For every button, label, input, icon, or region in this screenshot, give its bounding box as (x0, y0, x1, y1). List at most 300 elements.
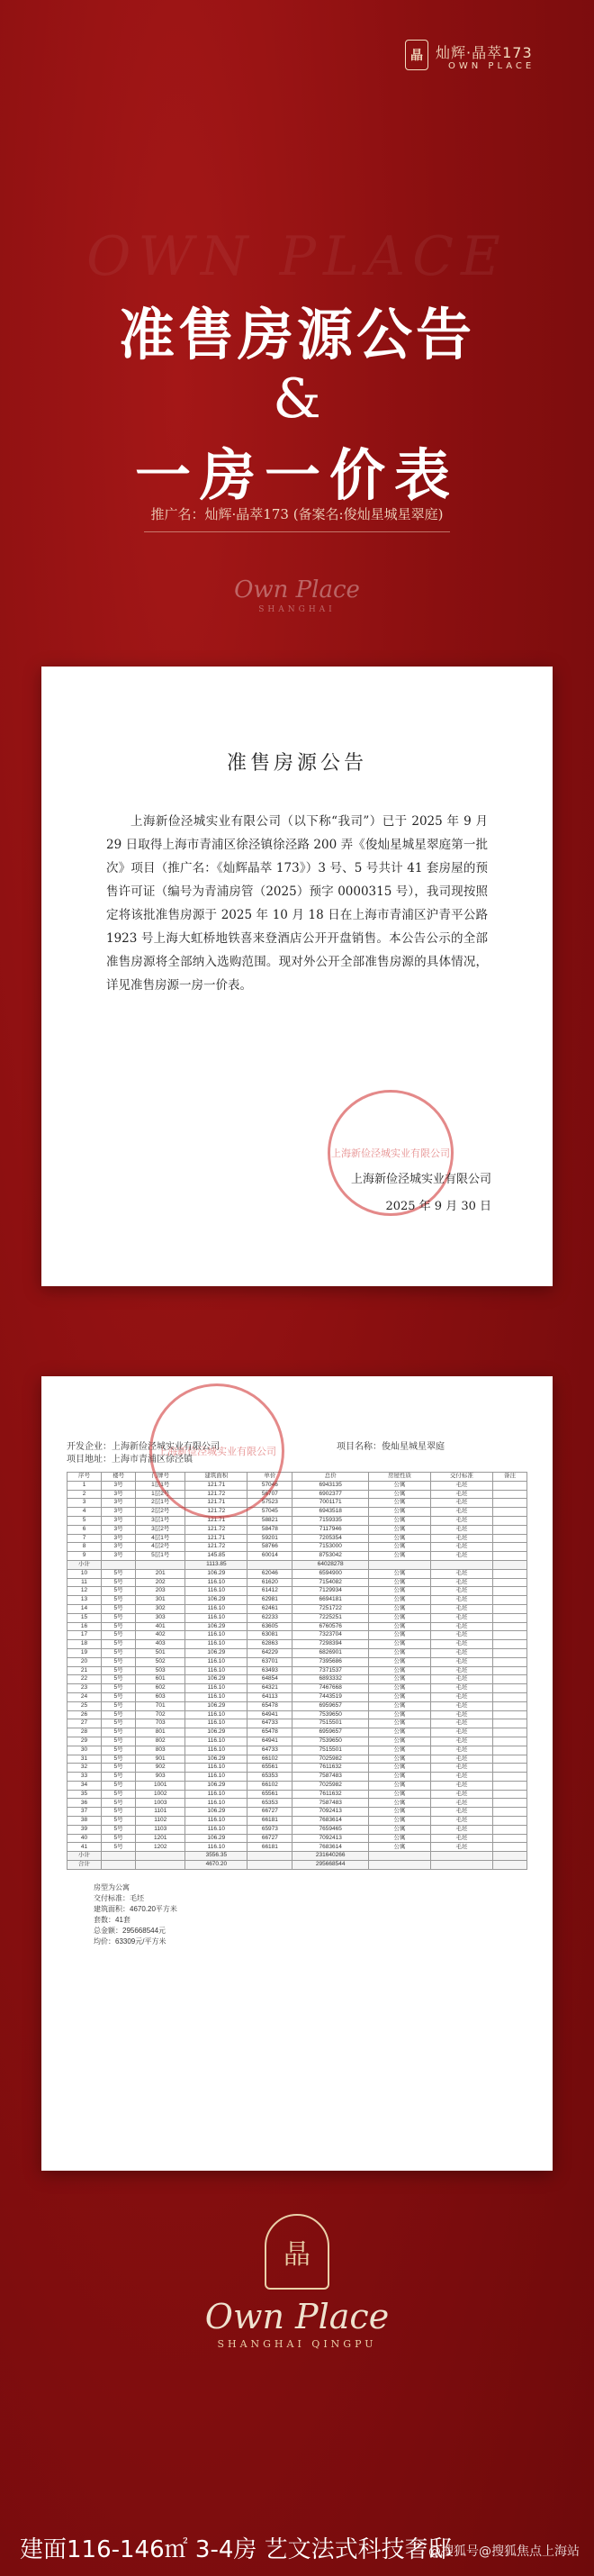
table-cell: 5号 (102, 1746, 136, 1755)
table-cell: 14 (68, 1604, 102, 1613)
notice-company: 上海新俭泾城实业有限公司 (350, 1173, 491, 1186)
bottom-logo (0, 2214, 594, 2350)
table-row (68, 1852, 527, 1861)
table-cell: 116.10 (185, 1604, 248, 1613)
table-row (68, 1843, 527, 1852)
table-cell: 116.10 (185, 1719, 248, 1728)
table-cell: 公寓 (368, 1481, 430, 1490)
table-cell: 57045 (248, 1508, 292, 1517)
table-cell: 302 (136, 1604, 185, 1613)
table-cell: 毛坯 (430, 1499, 492, 1508)
table-cell: 62461 (248, 1604, 292, 1613)
table-cell (492, 1648, 526, 1657)
table-row (68, 1640, 527, 1649)
table-cell: 116.10 (185, 1773, 248, 1782)
notice-body: 上海新俭泾城实业有限公司（以下称“我司”）已于 2025 年 9 月 29 日取得上海市青浦区徐泾镇徐泾路 200 弄《俊灿星城星翠庭第一批次》项目（推广名：《灿辉晶萃 173》）3 号、5 号共计 41 套房屋的预售许可证（编号为青浦房管（2025）预字 0000315 号），我司现按照定将该批准售房源于 2025 年 10 月 18 日在上海市青浦区沪青平公路 1923 号上海大虹桥地铁喜来登酒店公开开盘销售。本公告公示的全部准售房源将全部纳入选购范围。现对外公开全部准售房源的具体情况，详见准售房源一房一价表。 (106, 814, 488, 993)
table-cell: 公寓 (368, 1516, 430, 1525)
table-cell: 106.29 (185, 1622, 248, 1631)
table-row (68, 1781, 527, 1790)
table-cell: 41 (68, 1843, 102, 1852)
table-cell: 57523 (248, 1499, 292, 1508)
table-cell (492, 1657, 526, 1666)
price-table (67, 1472, 527, 1870)
table-cell: 7117946 (292, 1525, 369, 1534)
notice-date: 2025 年 9 月 30 日 (385, 1200, 491, 1213)
table-cell: 5号 (102, 1790, 136, 1799)
price-list-document (41, 1376, 553, 2171)
table-cell: 801 (136, 1728, 185, 1737)
table-cell (368, 1861, 430, 1870)
table-cell: 106.29 (185, 1728, 248, 1737)
table-row (68, 1490, 527, 1499)
table-cell: 7683614 (292, 1817, 369, 1826)
table-cell: 116.10 (185, 1666, 248, 1675)
table-cell: 64113 (248, 1692, 292, 1701)
table-cell: 公寓 (368, 1737, 430, 1746)
table-cell: 401 (136, 1622, 185, 1631)
hero-subline: 推广名：灿辉·晶萃173 (备案名:俊灿星城星翠庭) (150, 506, 444, 522)
table-cell: 1001 (136, 1781, 185, 1790)
table-cell: 106.29 (185, 1781, 248, 1790)
table-cell (492, 1490, 526, 1499)
table-cell: 公寓 (368, 1578, 430, 1587)
table-cell: 201 (136, 1569, 185, 1578)
table-cell: 公寓 (368, 1728, 430, 1737)
table-row (68, 1675, 527, 1684)
table-cell: 7515501 (292, 1746, 369, 1755)
table-cell: 64321 (248, 1684, 292, 1693)
table-cell: 64941 (248, 1737, 292, 1746)
table-cell: 1113.85 (185, 1560, 248, 1569)
table-cell: 32 (68, 1764, 102, 1773)
table-cell (492, 1843, 526, 1852)
table-cell: 116.10 (185, 1657, 248, 1666)
table-cell: 毛坯 (430, 1710, 492, 1719)
table-cell: 1003 (136, 1799, 185, 1808)
table-cell: 64028278 (292, 1560, 369, 1569)
project-line: 项目名称：俊灿星城星翠庭 (337, 1442, 445, 1452)
table-cell: 7001171 (292, 1499, 369, 1508)
table-cell: 901 (136, 1755, 185, 1764)
table-cell: 121.72 (185, 1525, 248, 1534)
table-cell: 21 (68, 1666, 102, 1675)
table-cell: 毛坯 (430, 1834, 492, 1843)
table-cell: 5号 (102, 1604, 136, 1613)
table-cell: 502 (136, 1657, 185, 1666)
table-cell: 116.10 (185, 1790, 248, 1799)
table-cell: 6943135 (292, 1481, 369, 1490)
table-cell: 毛坯 (430, 1825, 492, 1834)
table-row (68, 1861, 527, 1870)
table-cell (492, 1543, 526, 1552)
note-line: 房型为公寓 (94, 1882, 130, 1891)
table-cell (430, 1560, 492, 1569)
table-cell: 7587483 (292, 1773, 369, 1782)
table-cell: 7515501 (292, 1719, 369, 1728)
table-cell: 5号 (102, 1692, 136, 1701)
table-cell: 602 (136, 1684, 185, 1693)
table-cell: 公寓 (368, 1790, 430, 1799)
table-cell: 公寓 (368, 1604, 430, 1613)
table-cell: 公寓 (368, 1622, 430, 1631)
table-cell: 20 (68, 1657, 102, 1666)
table-cell (492, 1825, 526, 1834)
company-stamp-icon: 上海新俭泾城实业有限公司 (328, 1090, 454, 1216)
table-cell: 毛坯 (430, 1481, 492, 1490)
table-cell: 62046 (248, 1569, 292, 1578)
table-cell: 5号 (102, 1701, 136, 1710)
table-cell (492, 1755, 526, 1764)
table-row (68, 1808, 527, 1817)
table-cell (248, 1852, 292, 1861)
table-cell: 毛坯 (430, 1525, 492, 1534)
table-row (68, 1834, 527, 1843)
table-row (68, 1543, 527, 1552)
table-cell: 56707 (248, 1490, 292, 1499)
table-cell: 17 (68, 1631, 102, 1640)
table-cell: 2 (68, 1490, 102, 1499)
table-cell: 10 (68, 1569, 102, 1578)
table-row (68, 1481, 527, 1490)
table-cell: 5号 (102, 1684, 136, 1693)
table-cell: 公寓 (368, 1640, 430, 1649)
table-cell: 3号 (102, 1481, 136, 1490)
table-cell: 39 (68, 1825, 102, 1834)
table-cell: 121.71 (185, 1481, 248, 1490)
table-cell: 毛坯 (430, 1516, 492, 1525)
table-cell: 毛坯 (430, 1817, 492, 1826)
table-cell (492, 1861, 526, 1870)
table-cell: 公寓 (368, 1543, 430, 1552)
table-cell: 公寓 (368, 1817, 430, 1826)
table-cell: 5号 (102, 1710, 136, 1719)
table-row (68, 1728, 527, 1737)
table-cell: 64229 (248, 1648, 292, 1657)
divider (144, 531, 450, 532)
table-cell: 毛坯 (430, 1808, 492, 1817)
table-cell (492, 1817, 526, 1826)
table-cell (102, 1560, 136, 1569)
table-cell (102, 1852, 136, 1861)
table-cell: 公寓 (368, 1834, 430, 1843)
table-row (68, 1710, 527, 1719)
table-cell: 203 (136, 1587, 185, 1596)
table-cell: 121.72 (185, 1543, 248, 1552)
table-header-cell: 房屋性质 (368, 1473, 430, 1482)
table-cell: 7539650 (292, 1710, 369, 1719)
table-cell (492, 1799, 526, 1808)
table-cell: 毛坯 (430, 1578, 492, 1587)
table-cell: 5号 (102, 1631, 136, 1640)
mid-logo-script: Own Place (234, 576, 360, 603)
table-cell: 38 (68, 1817, 102, 1826)
table-cell (492, 1675, 526, 1684)
table-cell: 12 (68, 1587, 102, 1596)
table-cell: 7025982 (292, 1781, 369, 1790)
table-row (68, 1657, 527, 1666)
table-header-cell: 建筑面积 (185, 1473, 248, 1482)
table-cell: 13 (68, 1596, 102, 1605)
table-cell: 7225251 (292, 1613, 369, 1622)
table-row (68, 1569, 527, 1578)
table-cell (492, 1764, 526, 1773)
table-cell: 106.29 (185, 1596, 248, 1605)
table-cell: 116.10 (185, 1746, 248, 1755)
table-cell: 5号 (102, 1587, 136, 1596)
table-cell: 毛坯 (430, 1648, 492, 1657)
table-cell (492, 1684, 526, 1693)
table-cell: 66727 (248, 1834, 292, 1843)
table-cell: 7092413 (292, 1808, 369, 1817)
table-cell: 295668544 (292, 1861, 369, 1870)
table-cell (492, 1852, 526, 1861)
table-cell: 106.29 (185, 1675, 248, 1684)
table-row (68, 1666, 527, 1675)
table-cell: 7251722 (292, 1604, 369, 1613)
address-line: 项目地址：上海市青浦区徐泾镇 (67, 1455, 193, 1465)
table-cell: 3号 (102, 1525, 136, 1534)
table-cell: 公寓 (368, 1746, 430, 1755)
table-cell: 7129934 (292, 1587, 369, 1596)
table-cell: 16 (68, 1622, 102, 1631)
table-cell: 1 (68, 1481, 102, 1490)
table-cell: 65353 (248, 1773, 292, 1782)
table-cell: 37 (68, 1808, 102, 1817)
table-cell: 公寓 (368, 1764, 430, 1773)
table-cell: 5号 (102, 1622, 136, 1631)
table-cell: 58478 (248, 1525, 292, 1534)
table-cell: 29 (68, 1737, 102, 1746)
table-cell: 64941 (248, 1710, 292, 1719)
table-cell: 601 (136, 1675, 185, 1684)
table-cell: 毛坯 (430, 1604, 492, 1613)
table-cell: 毛坯 (430, 1719, 492, 1728)
table-cell: 5号 (102, 1648, 136, 1657)
table-cell (492, 1631, 526, 1640)
table-cell (492, 1773, 526, 1782)
table-cell: 公寓 (368, 1552, 430, 1561)
table-cell: 7539650 (292, 1737, 369, 1746)
table-cell: 公寓 (368, 1781, 430, 1790)
table-cell: 5号 (102, 1843, 136, 1852)
table-cell: 3 (68, 1499, 102, 1508)
table-cell: 4 (68, 1508, 102, 1517)
table-cell: 903 (136, 1773, 185, 1782)
table-header-cell: 单价 (248, 1473, 292, 1482)
table-cell (492, 1728, 526, 1737)
table-cell: 毛坯 (430, 1746, 492, 1755)
notice-signature (351, 1166, 491, 1220)
table-cell (248, 1861, 292, 1870)
table-cell: 4层1号 (136, 1534, 185, 1543)
table-cell (492, 1790, 526, 1799)
table-cell: 公寓 (368, 1631, 430, 1640)
table-cell: 116.10 (185, 1587, 248, 1596)
table-cell: 62233 (248, 1613, 292, 1622)
bottom-logo-script: Own Place (204, 2297, 390, 2336)
table-cell (492, 1692, 526, 1701)
table-cell: 65561 (248, 1764, 292, 1773)
table-cell: 7587483 (292, 1799, 369, 1808)
table-cell: 7159335 (292, 1516, 369, 1525)
company-stamp-icon: 上海新俭泾城实业有限公司 (149, 1383, 284, 1519)
table-cell (136, 1852, 185, 1861)
notice-document (41, 667, 553, 1286)
table-cell: 65973 (248, 1825, 292, 1834)
table-row (68, 1508, 527, 1517)
table-cell: 6 (68, 1525, 102, 1534)
table-cell (368, 1852, 430, 1861)
table-cell: 毛坯 (430, 1657, 492, 1666)
table-cell: 58821 (248, 1516, 292, 1525)
table-cell: 公寓 (368, 1799, 430, 1808)
table-cell: 公寓 (368, 1808, 430, 1817)
table-cell: 202 (136, 1578, 185, 1587)
table-cell: 公寓 (368, 1587, 430, 1596)
seal-icon: 晶 (265, 2214, 329, 2290)
table-cell: 1201 (136, 1834, 185, 1843)
table-cell: 毛坯 (430, 1569, 492, 1578)
table-cell: 121.72 (185, 1508, 248, 1517)
table-cell (492, 1578, 526, 1587)
table-cell: 9 (68, 1552, 102, 1561)
table-cell: 65478 (248, 1701, 292, 1710)
table-cell: 5号 (102, 1799, 136, 1808)
table-cell (368, 1560, 430, 1569)
table-cell: 62863 (248, 1640, 292, 1649)
table-cell: 7611632 (292, 1764, 369, 1773)
table-cell (492, 1701, 526, 1710)
table-row (68, 1719, 527, 1728)
table-cell: 116.10 (185, 1843, 248, 1852)
table-cell (102, 1861, 136, 1870)
table-cell: 3号 (102, 1499, 136, 1508)
note-line: 总金额：295668544元 (94, 1926, 166, 1935)
table-cell: 3层2号 (136, 1525, 185, 1534)
table-cell: 毛坯 (430, 1843, 492, 1852)
table-row (68, 1622, 527, 1631)
table-cell: 公寓 (368, 1490, 430, 1499)
table-cell: 公寓 (368, 1692, 430, 1701)
table-cell: 7371537 (292, 1666, 369, 1675)
table-cell: 121.72 (185, 1490, 248, 1499)
table-row (68, 1552, 527, 1561)
table-cell: 5号 (102, 1825, 136, 1834)
table-cell: 毛坯 (430, 1781, 492, 1790)
table-cell: 1层1号 (136, 1481, 185, 1490)
price-notes (67, 1882, 527, 1947)
table-cell: 6959657 (292, 1728, 369, 1737)
table-cell: 2层1号 (136, 1499, 185, 1508)
table-cell (492, 1781, 526, 1790)
table-cell: 8753042 (292, 1552, 369, 1561)
table-cell: 60014 (248, 1552, 292, 1561)
table-cell: 7205354 (292, 1534, 369, 1543)
table-cell: 毛坯 (430, 1675, 492, 1684)
table-cell: 35 (68, 1790, 102, 1799)
footer (0, 2522, 594, 2576)
table-cell: 3号 (102, 1508, 136, 1517)
table-cell: 6893332 (292, 1675, 369, 1684)
table-cell: 702 (136, 1710, 185, 1719)
table-row (68, 1764, 527, 1773)
table-cell: 106.29 (185, 1648, 248, 1657)
table-cell: 5号 (102, 1569, 136, 1578)
table-cell: 毛坯 (430, 1790, 492, 1799)
table-cell: 5号 (102, 1781, 136, 1790)
table-cell: 公寓 (368, 1843, 430, 1852)
table-cell (492, 1516, 526, 1525)
hero-title-2: 一房一价表 (134, 442, 459, 508)
table-cell: 63081 (248, 1631, 292, 1640)
table-cell: 7153000 (292, 1543, 369, 1552)
table-row (68, 1560, 527, 1569)
bg-watermark: OWN PLACE (86, 225, 508, 288)
table-cell: 121.71 (185, 1534, 248, 1543)
table-cell: 116.10 (185, 1692, 248, 1701)
table-cell: 公寓 (368, 1755, 430, 1764)
table-cell: 403 (136, 1640, 185, 1649)
notice-heading: 准售房源公告 (226, 752, 367, 775)
brand-name-cn: 灿辉·晶萃173 (436, 44, 533, 61)
table-header-cell: 备注 (492, 1473, 526, 1482)
table-cell: 116.10 (185, 1799, 248, 1808)
table-cell: 7154082 (292, 1578, 369, 1587)
table-cell: 231640266 (292, 1852, 369, 1861)
table-cell (492, 1808, 526, 1817)
table-cell: 65478 (248, 1728, 292, 1737)
table-cell (492, 1587, 526, 1596)
table-row (68, 1648, 527, 1657)
table-cell: 5号 (102, 1666, 136, 1675)
table-cell: 65353 (248, 1799, 292, 1808)
table-cell: 7659465 (292, 1825, 369, 1834)
table-row (68, 1790, 527, 1799)
table-cell: 116.10 (185, 1825, 248, 1834)
table-cell: 5号 (102, 1737, 136, 1746)
table-cell: 毛坯 (430, 1773, 492, 1782)
table-cell: 毛坯 (430, 1552, 492, 1561)
table-cell: 501 (136, 1648, 185, 1657)
table-cell: 7092413 (292, 1834, 369, 1843)
table-cell: 5号 (102, 1719, 136, 1728)
table-cell: 公寓 (368, 1613, 430, 1622)
table-cell: 59201 (248, 1534, 292, 1543)
table-cell: 小计 (68, 1560, 102, 1569)
table-cell (492, 1534, 526, 1543)
table-cell: 公寓 (368, 1657, 430, 1666)
table-cell: 5 (68, 1516, 102, 1525)
table-cell: 毛坯 (430, 1755, 492, 1764)
table-cell: 31 (68, 1755, 102, 1764)
table-cell: 61412 (248, 1587, 292, 1596)
table-cell: 公寓 (368, 1648, 430, 1657)
table-cell: 3号 (102, 1552, 136, 1561)
table-cell (136, 1861, 185, 1870)
table-cell: 1层2号 (136, 1490, 185, 1499)
table-cell: 26 (68, 1710, 102, 1719)
table-cell: 7683614 (292, 1843, 369, 1852)
note-line: 均价：63309元/平方米 (94, 1937, 166, 1946)
table-cell: 23 (68, 1684, 102, 1693)
table-cell: 1103 (136, 1825, 185, 1834)
table-cell: 63493 (248, 1666, 292, 1675)
table-cell: 公寓 (368, 1719, 430, 1728)
table-cell: 66181 (248, 1843, 292, 1852)
table-cell: 116.10 (185, 1764, 248, 1773)
table-cell: 301 (136, 1596, 185, 1605)
table-row (68, 1578, 527, 1587)
